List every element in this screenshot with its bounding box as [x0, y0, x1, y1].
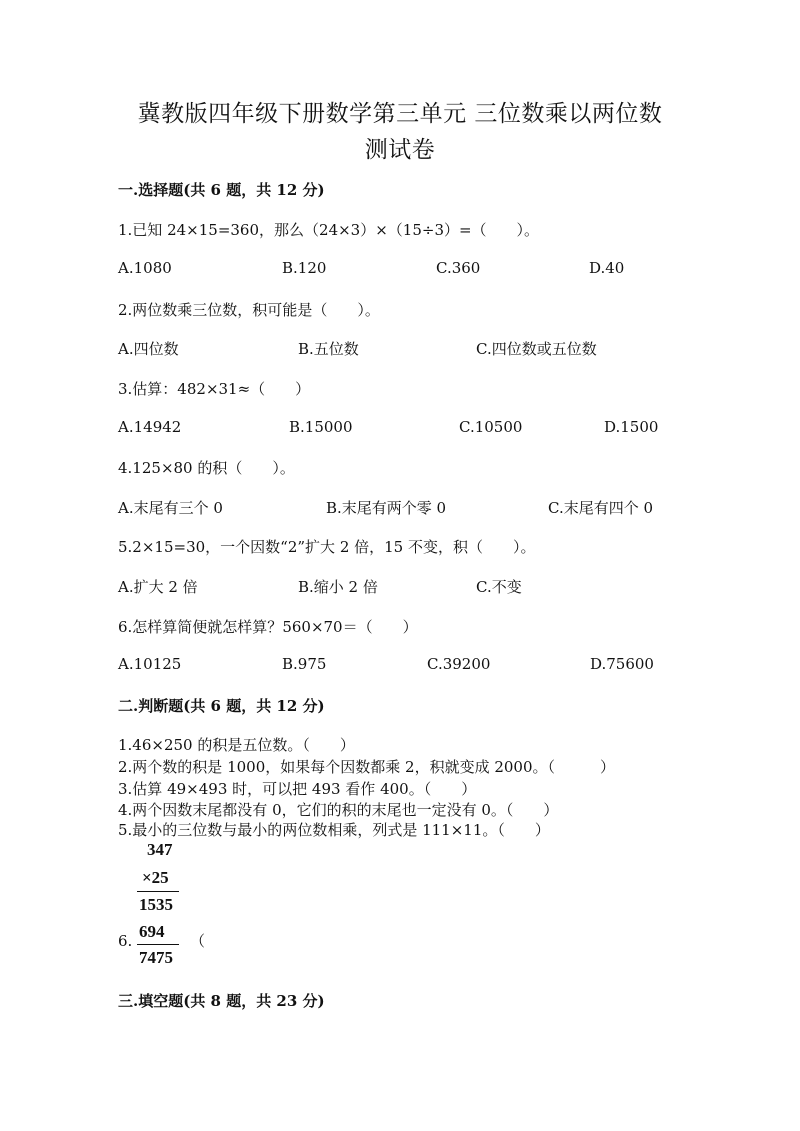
- q6-option-d: D.75600: [590, 655, 654, 673]
- q5-option-b: B.缩小 2 倍: [298, 578, 378, 596]
- question-5: 5.2×15=30，一个因数“2”扩大 2 倍，15 不变，积（ ）。: [118, 538, 536, 556]
- section1-heading: 一.选择题(共 6 题，共 12 分): [118, 181, 325, 199]
- q6-option-a: A.10125: [118, 655, 182, 673]
- vertical-multiplier: ×25: [142, 868, 169, 887]
- q3-option-a: A.14942: [118, 418, 182, 436]
- judge-item-1: 1.46×250 的积是五位数。（ ）: [118, 736, 355, 754]
- q4-option-b: B.末尾有两个零 0: [326, 499, 447, 517]
- doc-title-line1: 冀教版四年级下册数学第三单元 三位数乘以两位数: [137, 101, 663, 127]
- judge-item-2: 2.两个数的积是 1000，如果每个因数都乘 2，积就变成 2000。（ ）: [118, 758, 616, 776]
- vertical-product: 7475: [139, 948, 173, 967]
- question-3: 3.估算：482×31≈（ ）: [118, 380, 311, 398]
- q2-option-b: B.五位数: [298, 340, 359, 358]
- vertical-rule-1: [137, 891, 179, 892]
- vertical-rule-2: [137, 944, 179, 945]
- judge-item-3: 3.估算 49×493 时，可以把 493 看作 400。（ ）: [118, 780, 477, 798]
- judge-item-6-paren: （: [190, 932, 206, 950]
- vertical-partial-product-2: 694: [139, 922, 165, 941]
- q5-option-c: C.不变: [476, 578, 522, 596]
- q5-option-a: A.扩大 2 倍: [118, 578, 198, 596]
- q1-option-a: A.1080: [118, 259, 172, 277]
- question-4: 4.125×80 的积（ ）。: [118, 459, 295, 477]
- judge-item-6-number: 6.: [118, 932, 133, 950]
- vertical-multiplicand: 347: [147, 840, 173, 859]
- question-1: 1.已知 24×15=360，那么（24×3）×（15÷3）=（ ）。: [118, 221, 540, 239]
- judge-item-4: 4.两个因数末尾都没有 0，它们的积的末尾也一定没有 0。（ ）: [118, 801, 559, 819]
- q4-option-a: A.末尾有三个 0: [118, 499, 223, 517]
- q2-option-a: A.四位数: [118, 340, 179, 358]
- vertical-partial-product-1: 1535: [139, 895, 173, 914]
- q4-option-c: C.末尾有四个 0: [548, 499, 654, 517]
- section2-heading: 二.判断题(共 6 题，共 12 分): [118, 697, 325, 715]
- q2-option-c: C.四位数或五位数: [476, 340, 597, 358]
- judge-item-5: 5.最小的三位数与最小的两位数相乘，列式是 111×11。（ ）: [118, 821, 550, 839]
- q1-option-c: C.360: [436, 259, 481, 277]
- section3-heading: 三.填空题(共 8 题，共 23 分): [118, 992, 325, 1010]
- q6-option-b: B.975: [282, 655, 327, 673]
- doc-title-line2: 测试卷: [364, 137, 436, 163]
- q3-option-c: C.10500: [459, 418, 523, 436]
- q3-option-b: B.15000: [289, 418, 353, 436]
- q1-option-d: D.40: [589, 259, 625, 277]
- question-6: 6.怎样算简便就怎样算？560×70＝（ ）: [118, 618, 418, 636]
- q1-option-b: B.120: [282, 259, 327, 277]
- question-2: 2.两位数乘三位数，积可能是（ ）。: [118, 301, 380, 319]
- q6-option-c: C.39200: [427, 655, 491, 673]
- q3-option-d: D.1500: [604, 418, 659, 436]
